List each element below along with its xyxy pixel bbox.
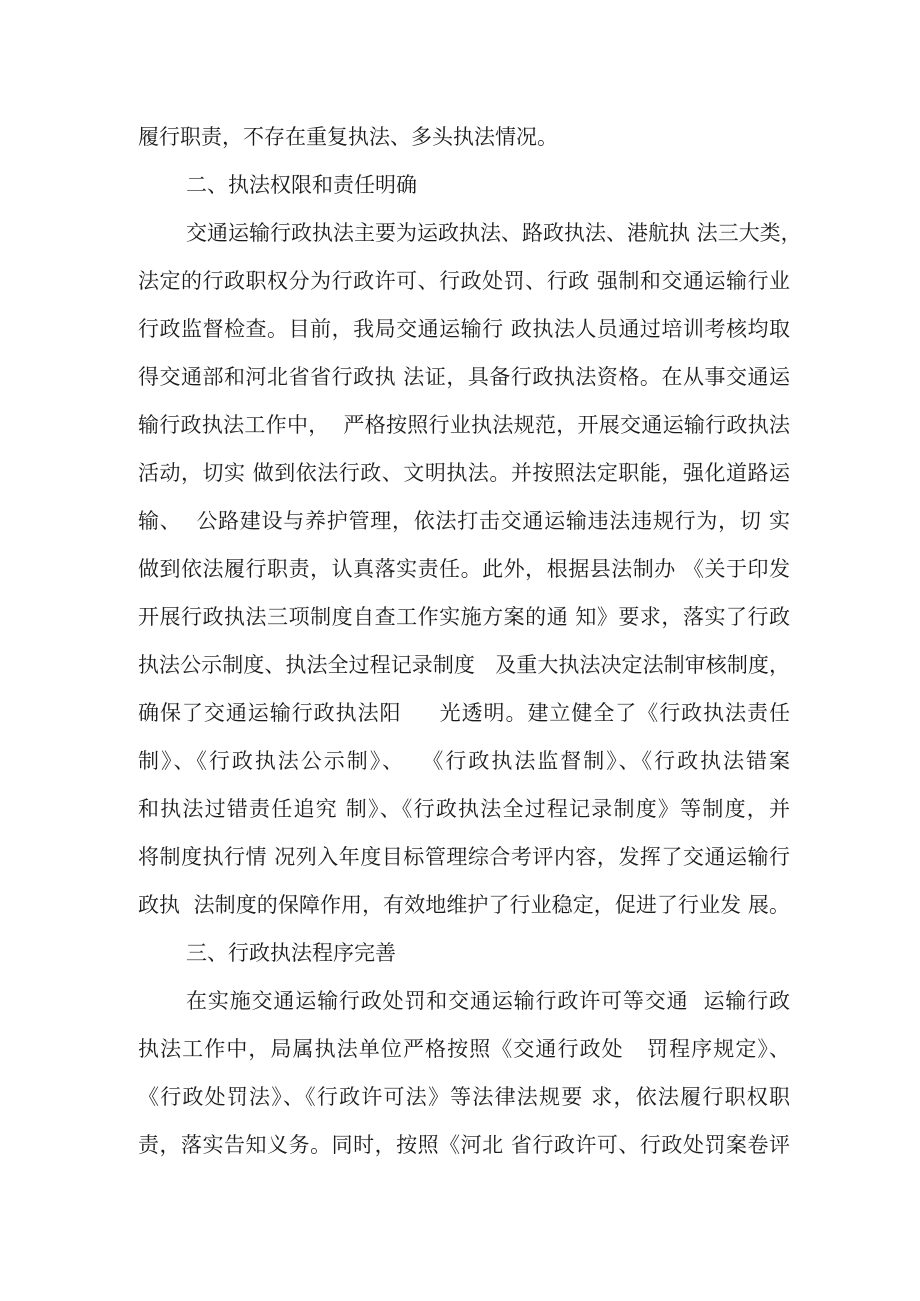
text-line-6: 得交通部和河北省省行政执 法证，具备行政执法资格。在从事交通运	[138, 365, 790, 389]
text-line-4: 法定的行政职权分为行政许可、行政处罚、行政 强制和交通运输行业	[138, 269, 790, 293]
text-line-16: 将制度执行情 况列入年度目标管理综合考评内容，发挥了交通运输行	[138, 845, 790, 869]
text-line-19: 在实施交通运输行政处罚和交通运输行政许可等交通 运输行政	[186, 989, 790, 1013]
text-line-14: 制》、《行政执法公示制》、 《行政执法监督制》、《行政执法错案	[138, 749, 790, 773]
text-line-13: 确保了交通运输行政执法阳 光透明。建立健全了《行政执法责任	[138, 701, 790, 725]
text-line-3: 交通运输行政执法主要为运政执法、路政执法、港航执 法三大类，	[186, 221, 802, 245]
text-line-5: 行政监督检查。目前，我局交通运输行 政执法人员通过培训考核均取	[138, 317, 790, 341]
text-line-12: 执法公示制度、执法全过程记录制度 及重大执法决定法制审核制度，	[138, 653, 790, 677]
text-line-1: 履行职责，不存在重复执法、多头执法情况。	[138, 125, 558, 149]
text-line-7: 输行政执法工作中， 严格按照行业执法规范，开展交通运输行政执法	[138, 413, 790, 437]
section-heading-2: 二、执法权限和责任明确	[186, 173, 417, 197]
text-line-9: 输、 公路建设与养护管理，依法打击交通运输违法违规行为，切 实	[138, 509, 790, 533]
text-line-17: 政执 法制度的保障作用，有效地维护了行业稳定，促进了行业发 展。	[138, 893, 790, 917]
text-line-11: 开展行政执法三项制度自查工作实施方案的通 知》要求，落实了行政	[138, 605, 790, 629]
text-line-8: 活动，切实 做到依法行政、文明执法。并按照法定职能，强化道路运	[138, 461, 790, 485]
text-line-10: 做到依法履行职责，认真落实责任。此外，根据县法制办 《关于印发	[138, 557, 790, 581]
text-line-22: 责，落实告知义务。同时，按照《河北 省行政许可、行政处罚案卷评	[138, 1133, 790, 1157]
section-heading-3: 三、行政执法程序完善	[186, 941, 396, 965]
text-line-21: 《行政处罚法》、《行政许可法》等法律法规要 求，依法履行职权职	[138, 1085, 790, 1109]
text-line-20: 执法工作中，局属执法单位严格按照《交通行政处 罚程序规定》、	[138, 1037, 790, 1061]
text-line-15: 和执法过错责任追究 制》、《行政执法全过程记录制度》等制度，并	[138, 797, 790, 821]
